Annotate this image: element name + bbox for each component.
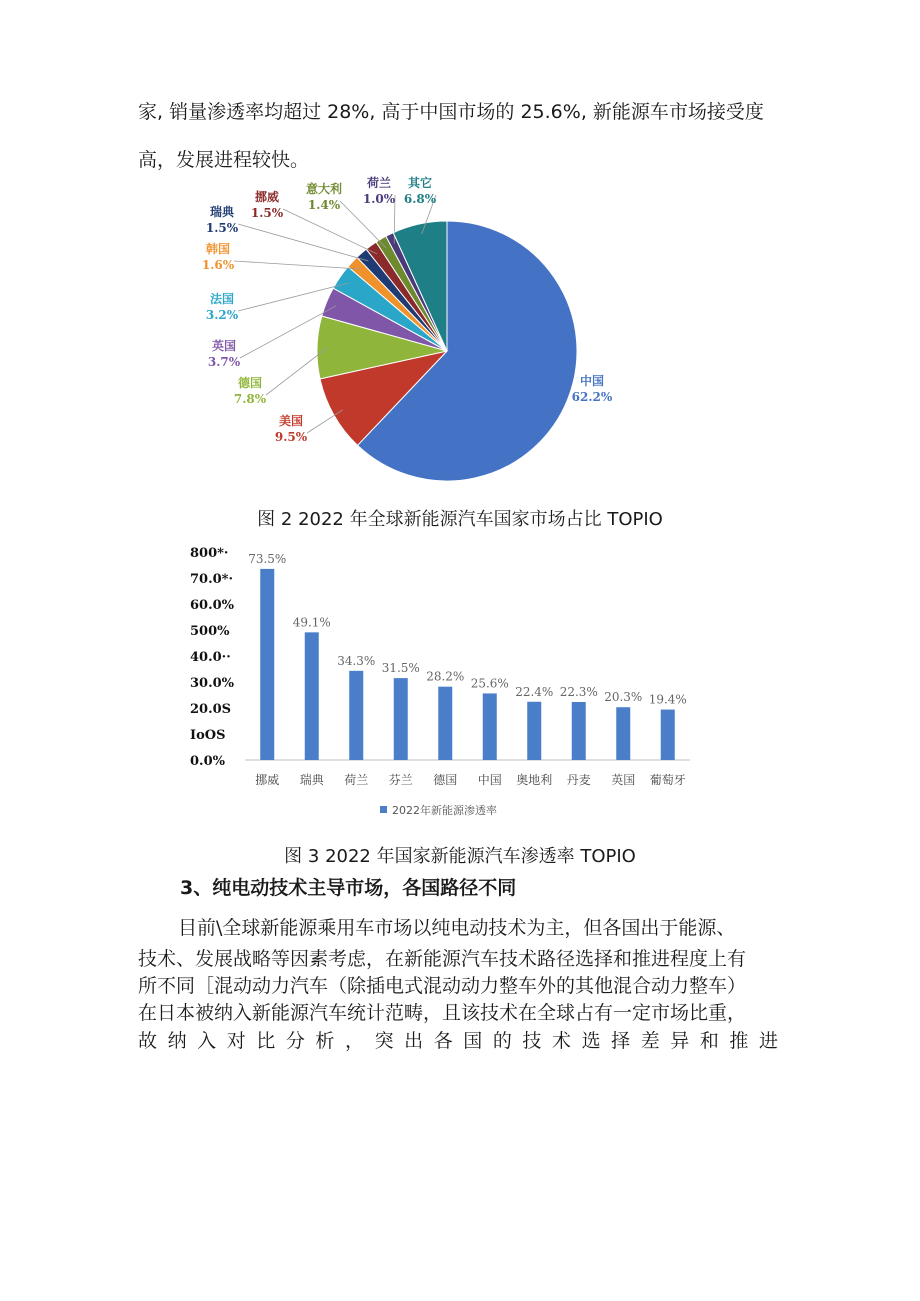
x-tick-label: 瑞典: [299, 773, 324, 787]
y-tick-label: 20.0S: [190, 702, 232, 717]
bar-value-label: 73.5%: [248, 551, 287, 566]
intro-line-1: 家, 销量渗透率均超过 28%, 高于中国市场的 25.6%, 新能源车市场接受度: [138, 101, 764, 123]
bar-value-label: 22.4%: [515, 684, 554, 699]
pie-slice-label: 韩国: [205, 242, 231, 256]
pie-slice-value: 1.5%: [250, 206, 284, 220]
figure3-caption: 图 3 2022 年国家新能源汽车渗透率 TOPIO: [284, 846, 636, 867]
pie-slice-label: 英国: [211, 339, 237, 353]
bar-value-label: 34.3%: [337, 653, 376, 668]
x-tick-label: 丹麦: [566, 773, 591, 787]
y-tick-label: 60.0%: [190, 598, 235, 613]
x-tick-label: 德国: [433, 773, 458, 787]
section-line-1: 目前\全球新能源乘用车市场以纯电动技术为主，但各国出于能源、: [178, 917, 736, 939]
bar: [394, 678, 408, 760]
bar-value-label: 19.4%: [648, 692, 687, 707]
bar: [572, 702, 586, 760]
legend-swatch: [380, 806, 387, 813]
section-line-2: 技术、发展战略等因素考虑，在新能源汽车技术路径选择和推进程度上有: [138, 948, 747, 970]
pie-slice-value: 62.2%: [571, 390, 613, 404]
pie-slice-value: 1.5%: [205, 221, 239, 235]
section-heading: 3、纯电动技术主导市场，各国路径不同: [180, 877, 517, 899]
bar-value-label: 49.1%: [292, 615, 331, 630]
pie-slice-label: 美国: [278, 414, 304, 428]
bar-value-label: 22.3%: [559, 685, 598, 700]
section-line-5: 故 纳 入 对 比 分 析 ， 突 出 各 国 的 技 术 选 择 差 异 和 推 进: [138, 1030, 778, 1052]
pie-leader-line: [283, 209, 377, 254]
x-tick-label: 芬兰: [388, 773, 413, 787]
section-line-4: 在日本被纳入新能源汽车统计范畴，且该技术在全球占有一定市场比重，: [138, 1002, 747, 1024]
legend-label: 2022年新能源渗透率: [392, 804, 497, 817]
bar: [483, 693, 497, 760]
bar: [661, 710, 675, 760]
bar-value-label: 20.3%: [604, 690, 643, 705]
bar: [305, 632, 319, 760]
pie-slice-value: 6.8%: [403, 192, 437, 206]
bar: [438, 687, 452, 760]
bar: [616, 707, 630, 760]
x-tick-label: 葡萄牙: [649, 773, 686, 787]
x-tick-label: 中国: [477, 773, 502, 787]
pie-slice-value: 1.0%: [362, 192, 396, 206]
bar: [349, 671, 363, 760]
pie-slice-value: 3.2%: [205, 308, 239, 322]
pie-chart: [0, 176, 920, 485]
bar: [260, 569, 274, 760]
x-tick-label: 英国: [611, 773, 636, 787]
y-tick-label: 30.0%: [190, 676, 235, 691]
section-line-3: 所不同［混动动力汽车（除插电式混动动力整车外的其他混合动力整车）: [138, 975, 747, 997]
bar: [527, 702, 541, 760]
pie-slice-label: 荷兰: [366, 176, 392, 190]
y-tick-label: IoOS: [190, 728, 226, 743]
bar-value-label: 28.2%: [426, 669, 465, 684]
pie-slice-label: 意大利: [305, 182, 343, 196]
pie-slice-value: 9.5%: [274, 430, 308, 444]
pie-slice-value: 1.6%: [201, 258, 235, 272]
pie-leader-line: [238, 224, 368, 261]
bar-chart: [0, 538, 920, 828]
pie-slice-label: 其它: [407, 176, 433, 190]
bar-value-label: 25.6%: [470, 676, 509, 691]
y-tick-label: 70.0*·: [190, 572, 233, 587]
x-tick-label: 奥地利: [516, 773, 553, 787]
bar-value-label: 31.5%: [381, 661, 420, 676]
pie-slice-label: 德国: [237, 376, 263, 390]
x-tick-label: 荷兰: [344, 773, 369, 787]
pie-slice-value: 7.8%: [233, 392, 267, 406]
pie-leader-line: [340, 201, 386, 248]
pie-slice-value: 3.7%: [207, 355, 241, 369]
intro-line-2: 高，发展进程较快。: [138, 149, 310, 171]
pie-slice-label: 中国: [579, 374, 605, 388]
figure2-caption: 图 2 2022 年全球新能源汽车国家市场占比 TOPIO: [257, 509, 663, 530]
y-tick-label: 40.0··: [190, 650, 231, 665]
x-tick-label: 挪威: [255, 773, 280, 787]
pie-slice-value: 1.4%: [307, 198, 341, 212]
pie-slice-label: 法国: [209, 292, 235, 306]
pie-leader-line: [234, 261, 360, 269]
y-tick-label: 500%: [190, 624, 230, 639]
y-tick-label: 0.0%: [190, 754, 225, 769]
pie-slice-label: 瑞典: [209, 205, 235, 219]
pie-slice-label: 挪威: [254, 190, 280, 204]
y-tick-label: 800*·: [190, 546, 229, 561]
